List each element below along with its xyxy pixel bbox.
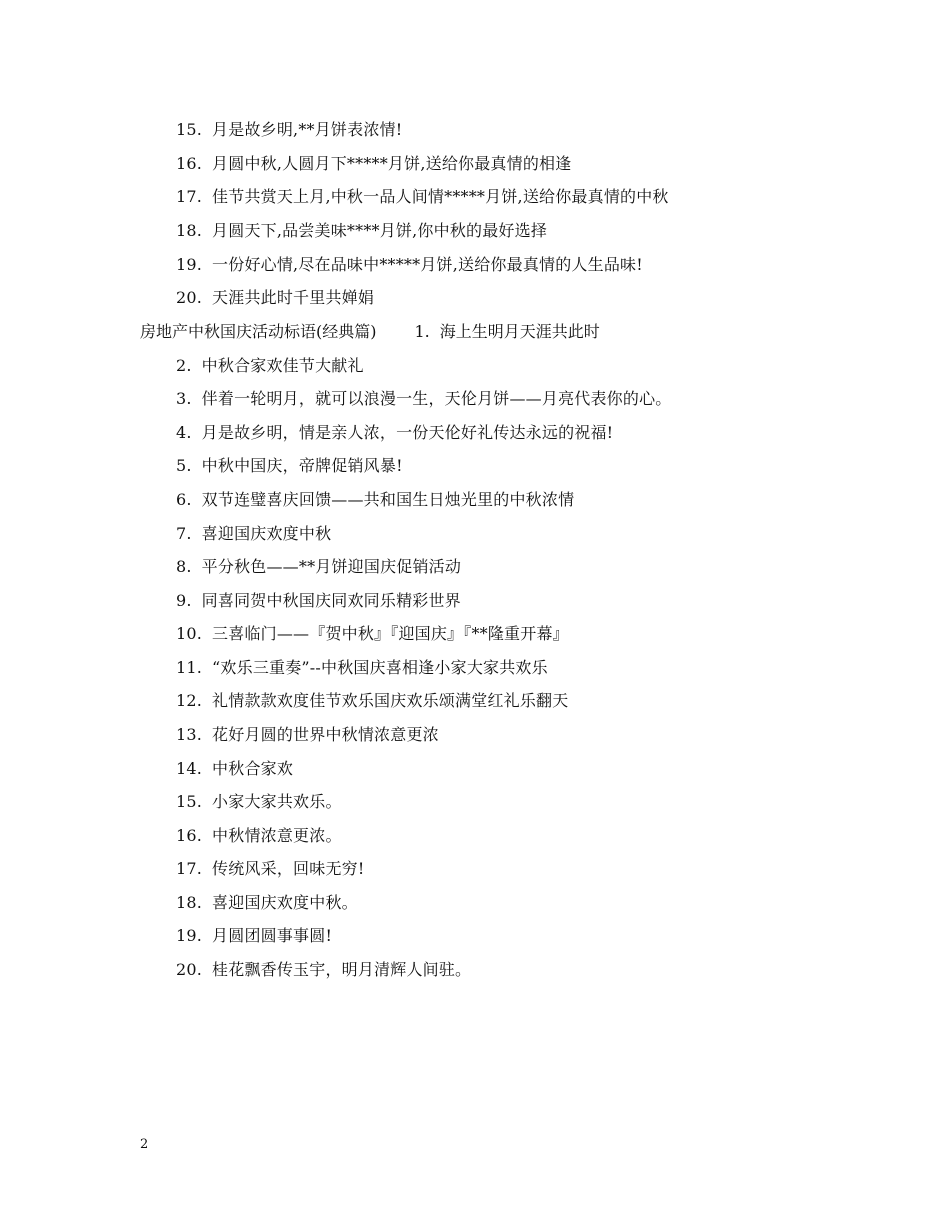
item-text: 月圆团圆事事圆! (212, 926, 333, 945)
list-item (176, 960, 471, 980)
list-item (176, 691, 568, 711)
list-item (176, 658, 548, 678)
item-text: 佳节共赏天上月,中秋一品人间情*****月饼,送给你最真情的中秋 (212, 187, 669, 206)
list-item (176, 759, 293, 779)
list-item (176, 859, 364, 879)
item-number: 16. (176, 154, 203, 173)
list-item (176, 624, 569, 644)
item-text: 双节连璧喜庆回馈——共和国生日烛光里的中秋浓情 (201, 490, 575, 509)
item-text: 中秋合家欢佳节大献礼 (201, 356, 364, 375)
item-number: 4. (176, 423, 192, 442)
item-text: “欢乐三重奏”--中秋国庆喜相逢小家大家共欢乐 (212, 658, 548, 677)
list-item (176, 792, 342, 812)
item-number: 19. (176, 255, 203, 274)
list-item (176, 389, 671, 409)
item-number: 17. (176, 187, 203, 206)
item-text: 礼情款款欢度佳节欢乐国庆欢乐颂满堂红礼乐翻天 (212, 691, 569, 710)
item-number: 8. (176, 557, 192, 576)
item-text: 平分秋色——**月饼迎国庆促销活动 (201, 557, 462, 576)
item-text: 月圆天下,品尝美味****月饼,你中秋的最好选择 (212, 221, 548, 240)
section-heading: 房地产中秋国庆活动标语(经典篇) (140, 322, 377, 341)
list-item (176, 423, 613, 443)
section-heading-line (140, 322, 600, 342)
item-number: 5. (176, 456, 192, 475)
item-text: 中秋情浓意更浓。 (212, 826, 342, 845)
list-item (176, 456, 403, 476)
list-item (176, 524, 331, 544)
item-number: 1. (414, 322, 430, 341)
list-item (176, 187, 669, 207)
list-item (176, 557, 461, 577)
item-number: 2. (176, 356, 192, 375)
item-text: 桂花飘香传玉宇，明月清辉人间驻。 (212, 960, 472, 979)
list-item (176, 221, 547, 241)
item-text: 海上生明月天涯共此时 (439, 322, 600, 341)
list-item (176, 356, 364, 376)
item-number: 18. (176, 893, 203, 912)
item-text: 三喜临门——『贺中秋』『迎国庆』『**隆重开幕』 (212, 624, 569, 643)
item-number: 9. (176, 591, 192, 610)
item-number: 15. (176, 792, 203, 811)
item-number: 6. (176, 490, 192, 509)
item-number: 7. (176, 524, 192, 543)
item-text: 月是故乡明，情是亲人浓，一份天伦好礼传达永远的祝福! (201, 423, 614, 442)
item-text: 喜迎国庆欢度中秋 (201, 524, 332, 543)
item-number: 14. (176, 759, 203, 778)
item-number: 20. (176, 288, 203, 307)
page-number: 2 (140, 1137, 149, 1152)
item-text: 天涯共此时千里共婵娟 (212, 288, 375, 307)
item-number: 17. (176, 859, 203, 878)
item-text: 一份好心情,尽在品味中*****月饼,送给你最真情的人生品味! (212, 255, 643, 274)
list-item (176, 120, 402, 140)
item-text: 喜迎国庆欢度中秋。 (212, 893, 358, 912)
item-text: 月圆中秋,人圆月下*****月饼,送给你最真情的相逢 (212, 154, 572, 173)
list-item (176, 826, 342, 846)
item-number: 20. (176, 960, 203, 979)
list-item (176, 725, 439, 745)
item-text: 月是故乡明,**月饼表浓情! (212, 120, 403, 139)
item-text: 中秋中国庆，帝牌促销风暴! (201, 456, 403, 475)
item-text: 小家大家共欢乐。 (212, 792, 342, 811)
item-number: 19. (176, 926, 203, 945)
item-number: 13. (176, 725, 203, 744)
item-text: 花好月圆的世界中秋情浓意更浓 (212, 725, 439, 744)
list-item (176, 926, 332, 946)
list-item (176, 893, 358, 913)
list-item (176, 490, 574, 510)
item-text: 传统风采，回味无穷! (212, 859, 365, 878)
item-number: 15. (176, 120, 203, 139)
item-number: 3. (176, 389, 192, 408)
list-item (176, 154, 571, 174)
item-text: 同喜同贺中秋国庆同欢同乐精彩世界 (201, 591, 461, 610)
item-number: 18. (176, 221, 203, 240)
item-number: 11. (176, 658, 203, 677)
list-item (176, 255, 643, 275)
item-text: 中秋合家欢 (212, 759, 294, 778)
item-number: 10. (176, 624, 203, 643)
item-number: 12. (176, 691, 203, 710)
item-number: 16. (176, 826, 203, 845)
item-text: 伴着一轮明月，就可以浪漫一生，天伦月饼——月亮代表你的心。 (201, 389, 672, 408)
list-item (176, 288, 374, 308)
list-item (176, 591, 461, 611)
